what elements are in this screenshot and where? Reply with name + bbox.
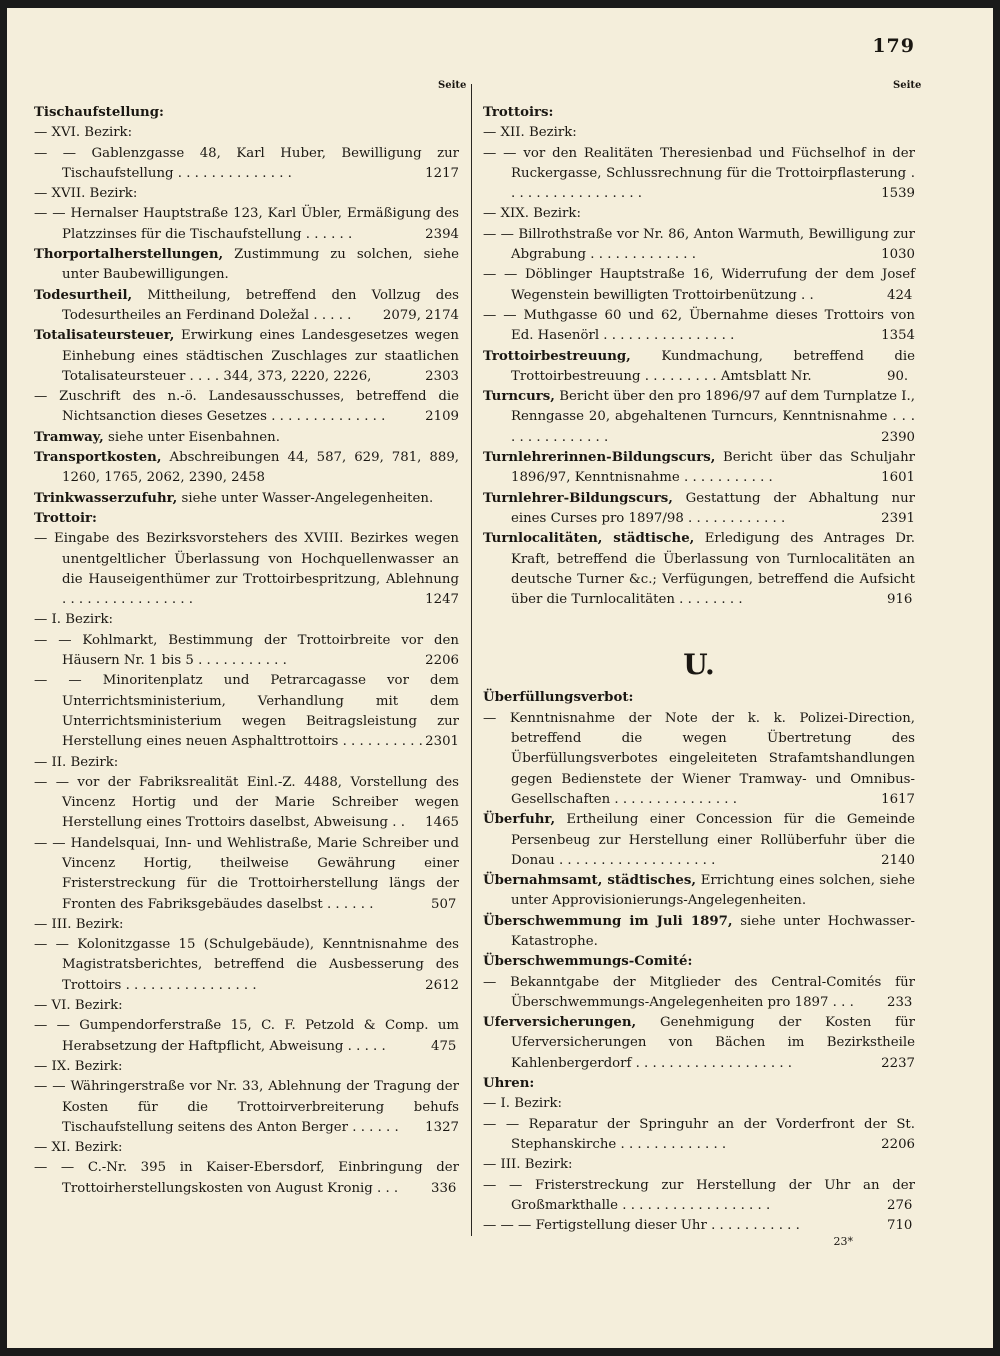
district-line: — XI. Bezirk: xyxy=(34,1140,123,1156)
entry-line: — — Kohlmarkt, Bestimmung der Trottoirbreite vor den Häusern Nr. 1 bis 5 . . . . . . . . . . . 2206 xyxy=(34,632,459,669)
entry-line: Todesurtheil, Mittheilung, betreffend den Vollzug des Todesurtheiles an Ferdinand Doležal . . . . . 2079, 2174 xyxy=(34,287,459,323)
entry-line: Überschwemmung im Juli 1897, siehe unter Hochwasser-Katastrophe. xyxy=(483,913,915,949)
entry-heading: Trottoir: xyxy=(34,510,97,526)
entry-line: Trinkwasserzufuhr, siehe unter Wasser-Angelegenheiten. xyxy=(34,490,434,506)
entry-heading: Tischaufstellung: xyxy=(34,105,164,120)
entry-line: Turnlehrerinnen-Bildungscurs, Bericht über das Schuljahr 1896/97, Kenntnisnahme . . . . . . . . . . . 1601 xyxy=(483,450,915,486)
left-column xyxy=(34,103,459,1199)
entry-line: — — Döblinger Hauptstraße 16, Widerrufung der dem Josef Wegenstein bewilligten Trottoirbenützung . . 424 xyxy=(483,267,915,303)
entry-line: — — Minoritenplatz und Petrarcagasse vor dem Unterrichtsministerium, Verhandlung mit dem Unterrichtsministerium wegen Beitragsleistung zur Herstellung eines neuen Asphalttrottoirs . . . . . . . . . . 2301 xyxy=(34,673,459,750)
entry-line: Übernahmsamt, städtisches, Errichtung eines solchen, siehe unter Approvisionierungs-Angelegenheiten. xyxy=(483,873,916,909)
entry-line: — Zuschrift des n.-ö. Landesausschusses, betreffend die Nichtsanction dieses Gesetzes . . . . . . . . . . . . . . 2109 xyxy=(34,389,459,425)
signature-mark: 23* xyxy=(833,1235,853,1248)
entry-line: Tramway, siehe unter Eisenbahnen. xyxy=(34,429,280,445)
district-line: — III. Bezirk: xyxy=(34,916,124,932)
district-line: — III. Bezirk: xyxy=(483,1157,573,1173)
entry-heading: Überfüllungsverbot: xyxy=(483,690,634,706)
entry-line: — — — Fertigstellung dieser Uhr . . . . . . . . . . . 710 xyxy=(483,1218,913,1234)
district-line: — XIX. Bezirk: xyxy=(483,206,581,222)
entry-heading: Überschwemmungs-Comité: xyxy=(483,954,693,970)
column-header-left: Seite xyxy=(438,80,467,91)
entry-line: — — Gumpendorferstraße 15, C. F. Petzold & Comp. um Herabsetzung der Haftpflicht, Abweisung . . . . . 475 xyxy=(34,1018,459,1054)
entry-line: — Bekanntgabe der Mitglieder des Central-Comités für Überschwemmungs-Angelegenheiten pro 1897 . . . 233 xyxy=(483,974,915,1010)
entry-line: — — Muthgasse 60 und 62, Übernahme dieses Trottoirs von Ed. Hasenörl . . . . . . . . . . . . . . . . 1354 xyxy=(483,307,915,344)
district-line: — IX. Bezirk: xyxy=(34,1058,123,1074)
entry-heading: Uhren: xyxy=(483,1076,535,1092)
entry-line: Turnlehrer-Bildungscurs, Gestattung der Abhaltung nur eines Curses pro 1897/98 . . . . . . . . . . . . 2391 xyxy=(483,490,916,526)
entry-line: — — Währingerstraße vor Nr. 33, Ablehnung der Tragung der Kosten für die Trottoirverbreiterung behufs Tischaufstellung seitens des Anton Berger . . . . . . 1327 xyxy=(34,1079,459,1135)
column-header-right: Seite xyxy=(893,80,922,91)
entry-line: — — Handelsquai, Inn- und Wehlistraße, Marie Schreiber und Vincenz Hortig, theilweise Gewährung einer Fristerstreckung für die Trottoirherstellung längs der Fronten des Fabriksgebäudes daselbst . . . . . . 507 xyxy=(34,835,459,912)
district-line: — VI. Bezirk: xyxy=(34,998,123,1014)
column-divider xyxy=(471,84,472,1236)
entry-line: Überfuhr, Ertheilung einer Concession für die Gemeinde Persenbeug zur Herstellung einer Rollüberfuhr über die Donau . . . . . . . . . . . . . . . . . . . 2140 xyxy=(483,812,915,868)
entry-line: Turncurs, Bericht über den pro 1896/97 auf dem Turnplatze I., Renngasse 20, abgehaltenen Turncurs, Kenntnisnahme . . . . . . . . . . . . . . . 2390 xyxy=(483,389,915,445)
district-line: — XVII. Bezirk: xyxy=(34,186,138,202)
district-line: — XVI. Bezirk: xyxy=(34,125,133,141)
entry-line: — — vor den Realitäten Theresienbad und Füchselhof in der Ruckergasse, Schlussrechnung für die Trottoirpflasterung . . . . . . . . . . . . . . . . . 1539 xyxy=(483,145,915,202)
entry-line: Totalisateursteuer, Erwirkung eines Landesgesetzes wegen Einhebung eines städtischen Zuschlages zur staatlichen Totalisateursteuer . . . . 344, 373, 2220, 2226, 2303 xyxy=(34,328,459,384)
entry-line: — — Hernalser Hauptstraße 123, Karl Übler, Ermäßigung des Platzzinses für die Tischaufstellung . . . . . . 2394 xyxy=(34,206,459,242)
section-letter: U. xyxy=(683,648,715,682)
entry-line: — — C.-Nr. 395 in Kaiser-Ebersdorf, Einbringung der Trottoirherstellungskosten von August Kronig . . . 336 xyxy=(34,1160,459,1196)
entry-line: — — Billrothstraße vor Nr. 86, Anton Warmuth, Bewilligung zur Abgrabung . . . . . . . . . . . . . 1030 xyxy=(483,226,915,263)
entry-line: — — Gablenzgasse 48, Karl Huber, Bewilligung zur Tischaufstellung . . . . . . . . . . . . . . 1217 xyxy=(34,145,459,181)
entry-line: — — Fristerstreckung zur Herstellung der Uhr an der Großmarkthalle . . . . . . . . . . . . . . . . . . 276 xyxy=(483,1177,915,1213)
index-page xyxy=(7,8,993,1348)
entry-line: Thorportalherstellungen, Zustimmung zu solchen, siehe unter Baubewilligungen. xyxy=(34,247,459,283)
entry-heading: Trottoirs: xyxy=(483,105,554,120)
district-line: — XII. Bezirk: xyxy=(483,125,577,141)
entry-line: — — Reparatur der Springuhr an der Vorderfront der St. Stephanskirche . . . . . . . . . . . . . 2206 xyxy=(483,1116,915,1152)
entry-line: Transportkosten, Abschreibungen 44, 587, 629, 781, 889, 1260, 1765, 2062, 2390, 2458 xyxy=(34,450,460,486)
page-number: 179 xyxy=(872,35,915,57)
district-line: — II. Bezirk: xyxy=(34,754,119,770)
entry-line: — — Kolonitzgasse 15 (Schulgebäude), Kenntnisnahme des Magistratsberichtes, betreffend die Ausbesserung des Trottoirs . . . . . . . . . . . . . . . . 2612 xyxy=(34,937,459,993)
right-column xyxy=(483,103,915,1236)
entry-line: — — vor der Fabriksrealität Einl.-Z. 4488, Vorstellung des Vincenz Hortig und der Marie Schreiber wegen Herstellung eines Trottoirs daselbst, Abweisung . . 1465 xyxy=(34,774,459,831)
entry-line: Trottoirbestreuung, Kundmachung, betreffend die Trottoirbestreuung . . . . . . . . . Amtsblatt Nr. 90. xyxy=(483,348,915,384)
entry-line: Turnlocalitäten, städtische, Erledigung des Antrages Dr. Kraft, betreffend die Überlassung von Turnlocalitäten an deutsche Turner &c.; Verfügungen, betreffend die Aufsicht über die Turnlocalitäten . . . . . . . . 916 xyxy=(483,531,915,608)
entry-line: — Kenntnisnahme der Note der k. k. Polizei-Direction, betreffend die wegen Übertretung des Überfüllungsverbotes eingeleiteten Strafamtshandlungen gegen Bedienstete der Wiener Tramway- und Omnibus-Gesellschaften . . . . . . . . . . . . . . . 1617 xyxy=(483,710,915,807)
entry-line: — Eingabe des Bezirksvorstehers des XVIII. Bezirkes wegen unentgeltlicher Überlassung von Hochquellenwasser an die Hauseigenthümer zur Trottoirbespritzung, Ablehnung . . . . . . . . . . . . . . . . 1247 xyxy=(34,531,459,608)
entry-line: Uferversicherungen, Genehmigung der Kosten für Uferversicherungen von Bächen im Bezirkstheile Kahlenbergerdorf . . . . . . . . . . . . . . . . . . . 2237 xyxy=(483,1015,915,1071)
district-line: — I. Bezirk: xyxy=(34,612,114,628)
district-line: — I. Bezirk: xyxy=(483,1096,563,1112)
